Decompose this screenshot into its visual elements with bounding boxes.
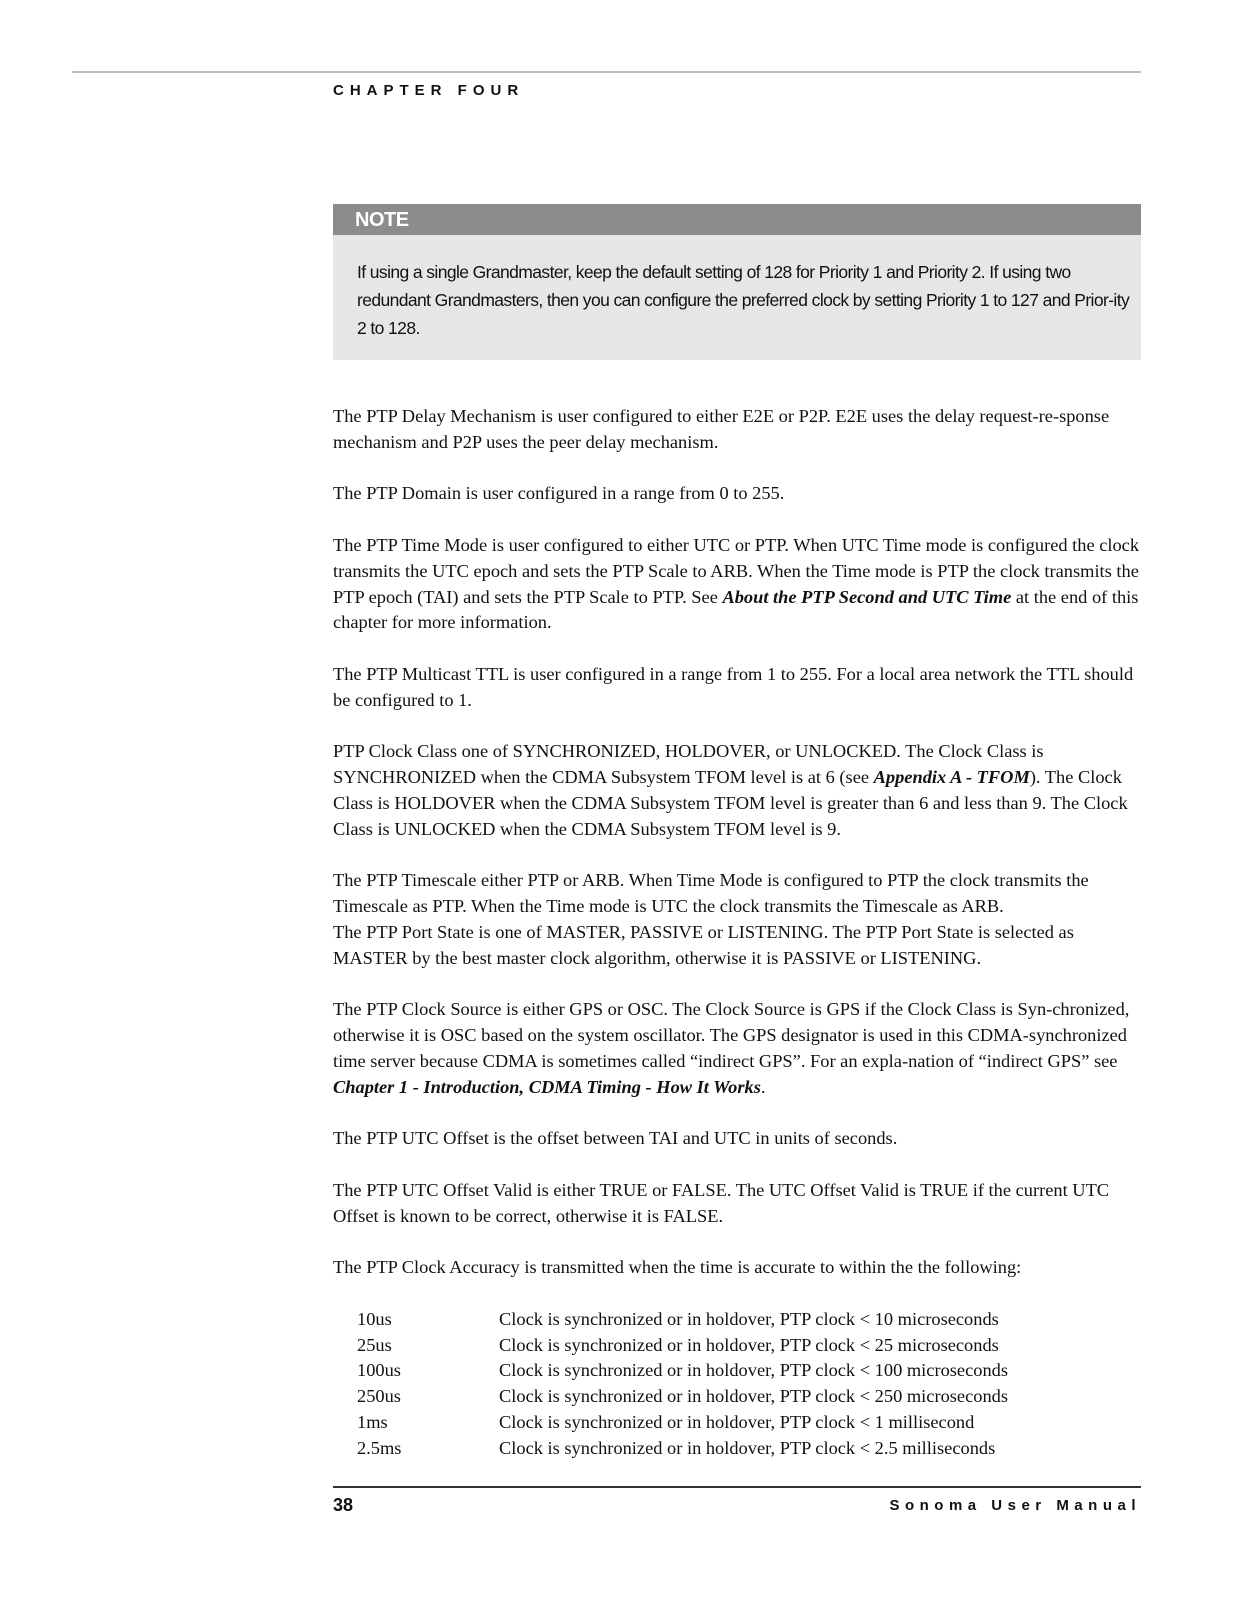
header-rule	[72, 71, 1141, 73]
footer-rule	[333, 1486, 1141, 1488]
accuracy-level: 25us	[357, 1334, 392, 1355]
paragraph-delay-mechanism: The PTP Delay Mechanism is user configured to either E2E or P2P. E2E uses the delay request-re-sponse mechanism and P2P uses the peer delay mechanism.	[333, 406, 1110, 452]
clock-source-text-end: .	[760, 1076, 766, 1097]
time-mode-text-end: at the end of this chapter for more information.	[333, 586, 1139, 633]
paragraph-accuracy-intro: The PTP Clock Accuracy is transmitted when the time is accurate to within the the following:	[333, 1257, 1022, 1278]
accuracy-description: Clock is synchronized or in holdover, PTP clock < 250 microseconds	[499, 1386, 1008, 1407]
paragraph-port-state: The PTP Port State is one of MASTER, PASSIVE or LISTENING. The PTP Port State is selected as MASTER by the best master clock algorithm, otherwise it is PASSIVE or LISTENING.	[333, 921, 1074, 968]
accuracy-row	[357, 1436, 1008, 1462]
paragraph-utc-offset: The PTP UTC Offset is the offset between TAI and UTC in units of seconds.	[333, 1128, 898, 1149]
clock-class-text: PTP Clock Class one of SYNCHRONIZED, HOLDOVER, or UNLOCKED. The Clock Class is SYNCHRONIZED when the CDMA Subsystem TFOM level is at 6 (see	[333, 741, 1044, 788]
accuracy-row	[357, 1333, 1008, 1359]
accuracy-level: 1ms	[357, 1412, 388, 1433]
clock-class-reference: Appendix A - TFOM	[873, 767, 1030, 788]
time-mode-reference: About the PTP Second and UTC Time	[722, 586, 1012, 607]
note-text: If using a single Grandmaster, keep the default setting of 128 for Priority 1 and Priority 2. If using two redundant Grandmasters, then you can configure the preferred clock by setting Priority 1 to 127 and Prior-ity 2 to 128.	[357, 262, 1130, 338]
paragraph-timescale: The PTP Timescale either PTP or ARB. When Time Mode is configured to PTP the clock transmits the Timescale as PTP. When the Time mode is UTC the clock transmits the Timescale as ARB.	[333, 870, 1089, 917]
accuracy-row	[357, 1384, 1008, 1410]
paragraph-clock-class	[333, 739, 1145, 842]
paragraph-domain: The PTP Domain is user configured in a range from 0 to 255.	[333, 483, 785, 504]
accuracy-level: 10us	[357, 1308, 392, 1329]
paragraph-time-mode	[333, 533, 1145, 636]
time-mode-text: The PTP Time Mode is user configured to either UTC or PTP. When UTC Time mode is configured the clock transmits the UTC epoch and sets the PTP Scale to ARB. When the Time mode is PTP the clock transmits the PTP epoch (TAI) and sets the PTP Scale to PTP. See	[333, 534, 1140, 607]
note-label: NOTE	[333, 204, 1141, 235]
manual-title: Sonoma User Manual	[889, 1497, 1141, 1514]
paragraph-clock-source	[333, 997, 1145, 1100]
body-content	[333, 404, 1145, 1462]
accuracy-row	[357, 1358, 1008, 1384]
accuracy-description: Clock is synchronized or in holdover, PTP clock < 2.5 milliseconds	[499, 1437, 996, 1458]
accuracy-level: 100us	[357, 1360, 401, 1381]
paragraph-multicast-ttl: The PTP Multicast TTL is user configured in a range from 1 to 255. For a local area network the TTL should be configured to 1.	[333, 663, 1134, 710]
paragraph-utc-offset-valid: The PTP UTC Offset Valid is either TRUE or FALSE. The UTC Offset Valid is TRUE if the current UTC Offset is known to be correct, otherwise it is FALSE.	[333, 1179, 1110, 1226]
accuracy-table	[357, 1307, 1008, 1462]
accuracy-level: 2.5ms	[357, 1437, 402, 1458]
chapter-heading: CHAPTER FOUR	[333, 82, 525, 99]
accuracy-description: Clock is synchronized or in holdover, PTP clock < 25 microseconds	[499, 1334, 999, 1355]
note-box	[333, 204, 1141, 360]
accuracy-row	[357, 1410, 1008, 1436]
accuracy-description: Clock is synchronized or in holdover, PTP clock < 1 millisecond	[499, 1412, 975, 1433]
clock-source-reference: Chapter 1 - Introduction, CDMA Timing - How It Works	[333, 1076, 761, 1097]
accuracy-row	[357, 1307, 1008, 1333]
accuracy-description: Clock is synchronized or in holdover, PTP clock < 100 microseconds	[499, 1360, 1008, 1381]
accuracy-description: Clock is synchronized or in holdover, PTP clock < 10 microseconds	[499, 1308, 999, 1329]
page-number: 38	[333, 1495, 354, 1515]
clock-class-text-end: ). The Clock Class is HOLDOVER when the CDMA Subsystem TFOM level is greater than 6 and less than 9. The Clock Class is UNLOCKED when the CDMA Subsystem TFOM level is 9.	[333, 767, 1128, 839]
clock-source-text: The PTP Clock Source is either GPS or OSC. The Clock Source is GPS if the Clock Class is Syn-chronized, otherwise it is OSC based on the system oscillator. The GPS designator is used in this CDMA-synchronized time server because CDMA is sometimes called “indirect GPS”. For an expla-nation of “indirect GPS” see	[333, 999, 1130, 1071]
accuracy-level: 250us	[357, 1386, 401, 1407]
